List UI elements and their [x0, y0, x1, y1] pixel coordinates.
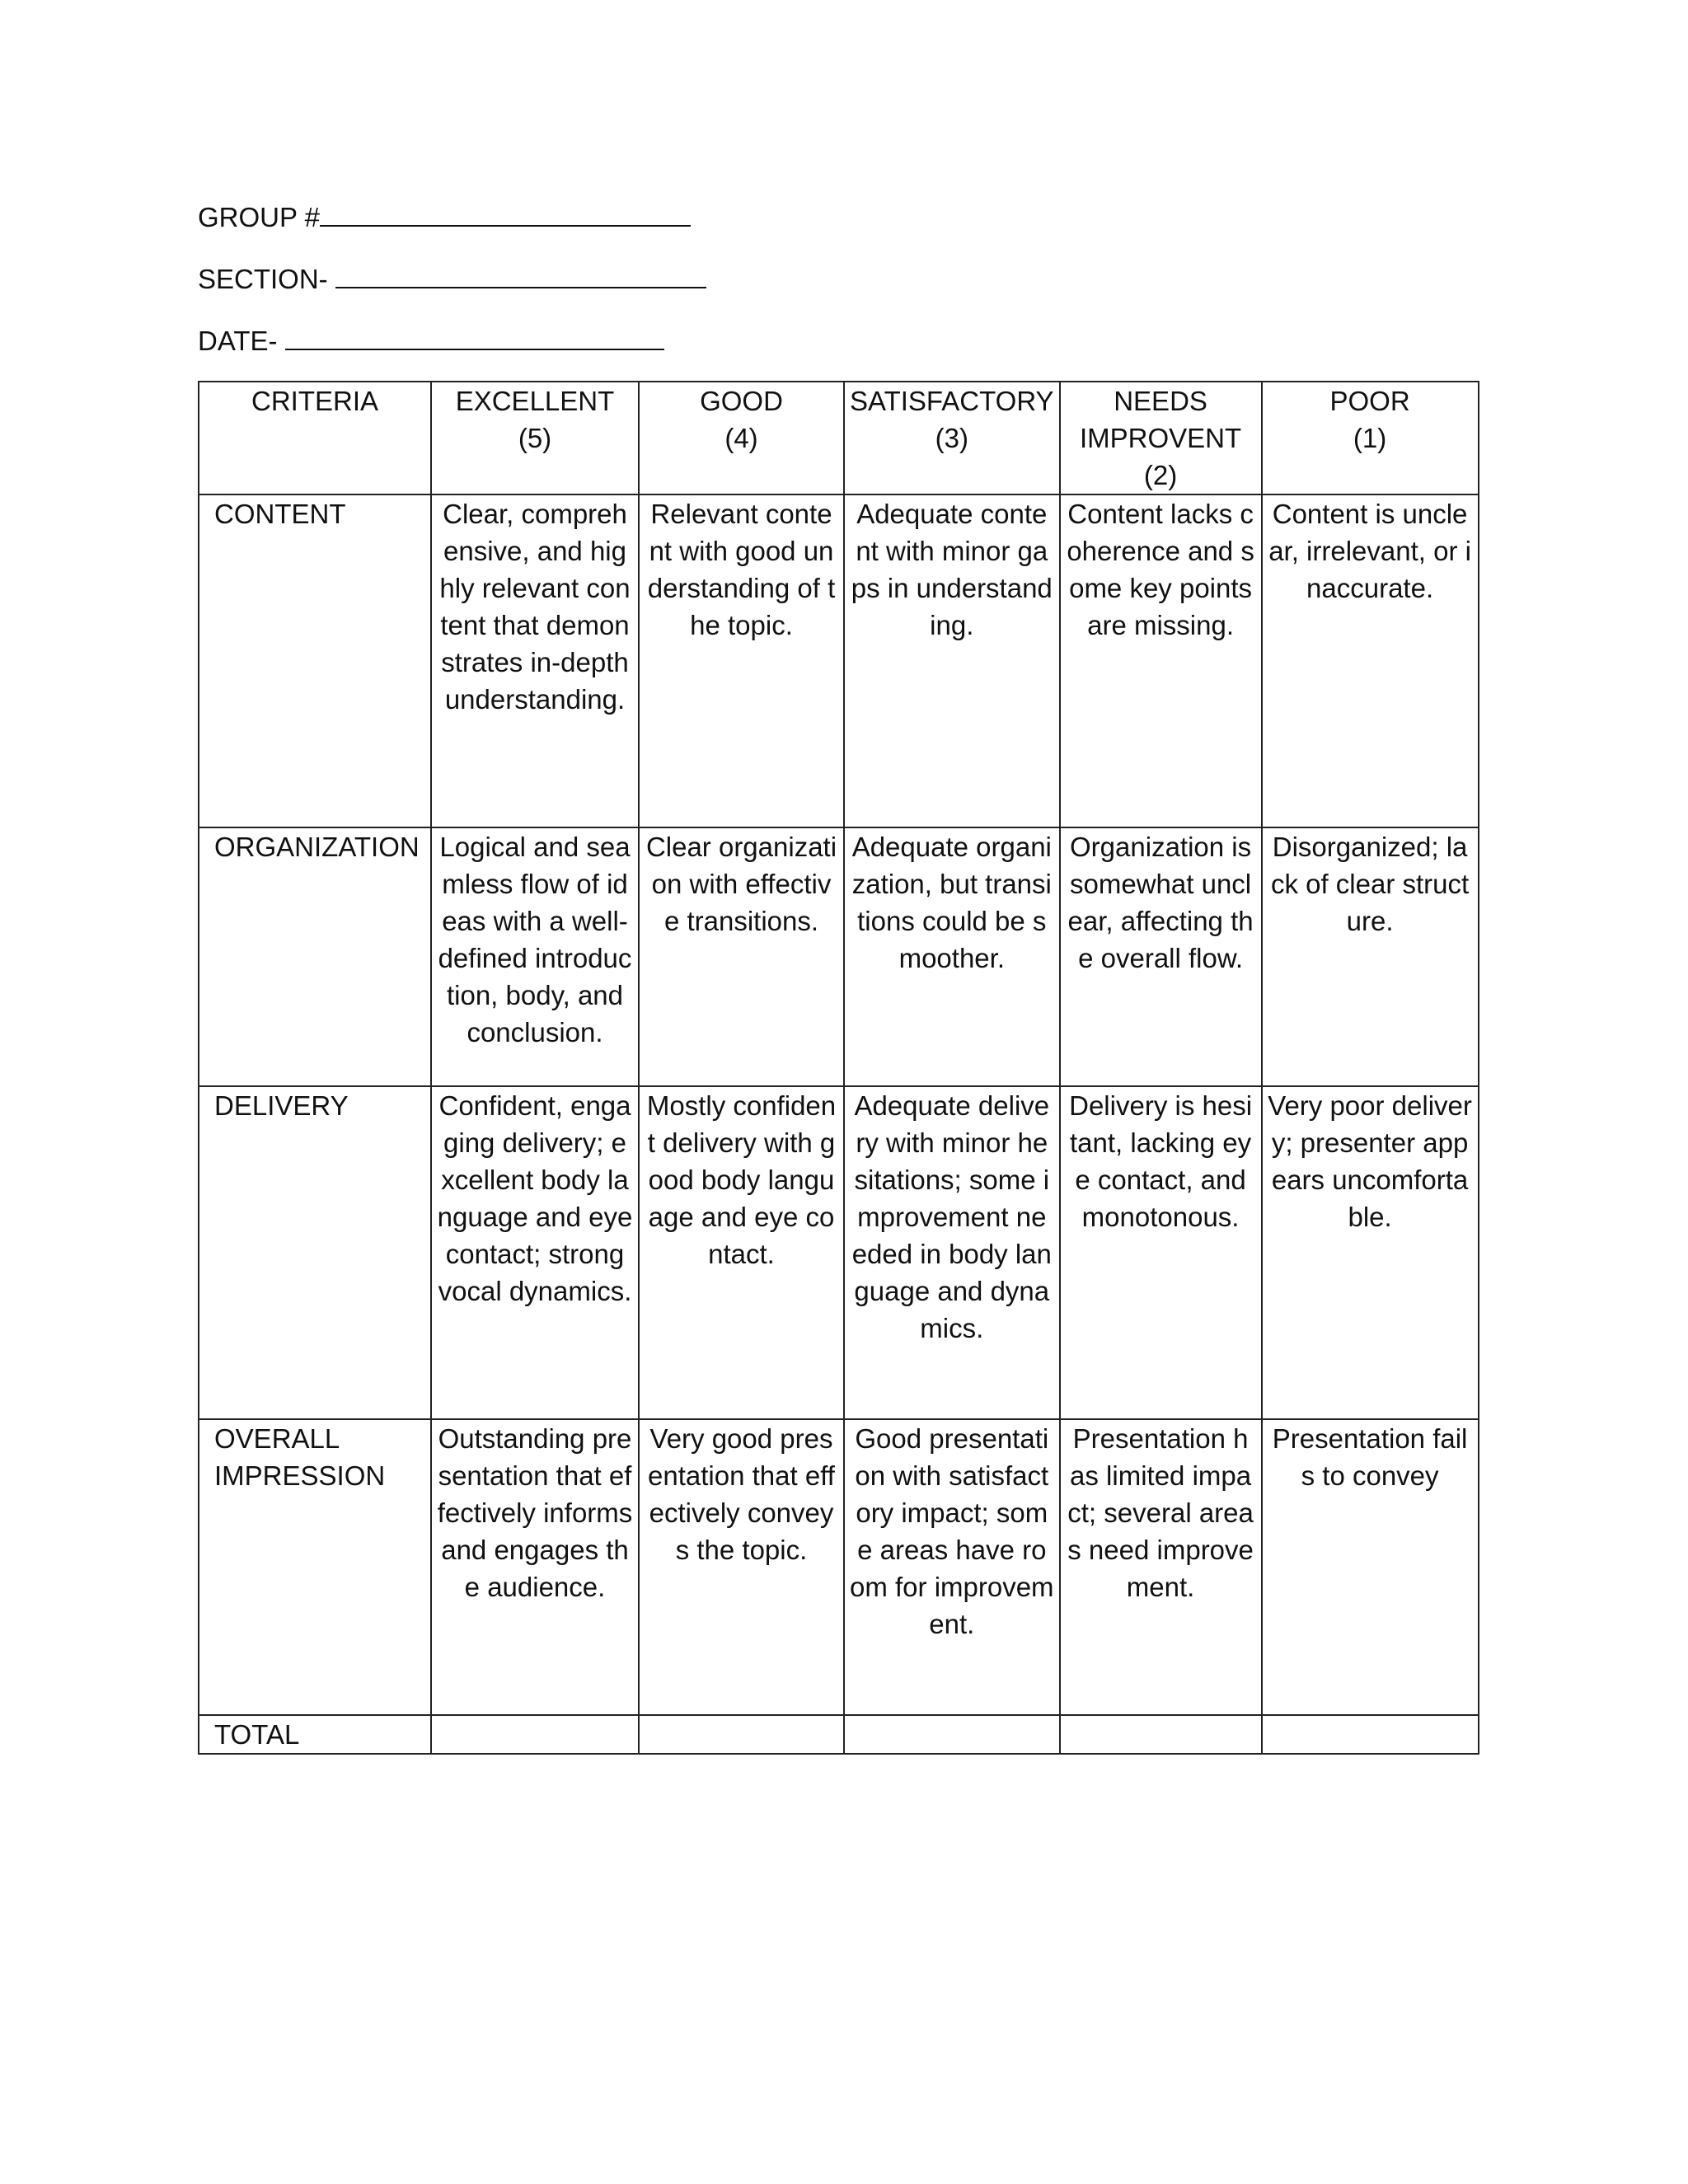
rating-cell-satisfactory: [844, 1086, 1060, 1419]
rating-text: Adequate organization, but transitions could be smoother.: [851, 832, 1052, 973]
rating-text: Content lacks coherence and some key points are missing.: [1067, 499, 1254, 640]
rubric-header-row: [199, 382, 1479, 494]
rating-cell-needs-improvement: [1060, 494, 1262, 827]
column-score: (5): [518, 423, 552, 453]
total-cell-satisfactory[interactable]: [844, 1715, 1060, 1754]
group-number-blank[interactable]: [320, 200, 691, 227]
section-blank[interactable]: [335, 262, 706, 288]
column-score: (4): [724, 423, 758, 453]
rating-cell-good: [639, 827, 844, 1086]
section-field[interactable]: [198, 262, 706, 296]
rubric-row-content: [199, 494, 1479, 827]
total-cell-needs-improvement[interactable]: [1060, 1715, 1262, 1754]
criterion-cell: ORGANIZATION: [199, 827, 431, 1086]
column-label: POOR: [1329, 386, 1410, 416]
rating-text: Presentation fails to convey: [1272, 1423, 1468, 1491]
rating-text: Organization is somewhat unclear, affecting the overall flow.: [1067, 832, 1254, 973]
total-cell-excellent[interactable]: [431, 1715, 639, 1754]
rating-cell-poor: [1262, 827, 1479, 1086]
criterion-cell: OVERALL IMPRESSION: [199, 1419, 431, 1715]
column-label: NEEDS IMPROVENT: [1079, 386, 1242, 453]
column-header-criteria: [199, 382, 431, 494]
date-label: DATE-: [198, 326, 285, 356]
rating-text: Logical and seamless flow of ideas with a well-defined introduction, body, and conclusion.: [438, 832, 632, 1047]
rating-text: Clear organization with effective transitions.: [645, 832, 837, 936]
criterion-cell: TOTAL: [199, 1715, 431, 1754]
rating-cell-needs-improvement: [1060, 1086, 1262, 1419]
column-label: EXCELLENT: [455, 386, 615, 416]
rating-text: Clear, comprehensive, and highly relevant content that demonstrates in-depth understanding.: [439, 499, 631, 715]
column-header-needs-improvement: [1060, 382, 1262, 494]
column-header-excellent: [431, 382, 639, 494]
rating-cell-needs-improvement: [1060, 827, 1262, 1086]
criterion-cell: CONTENT: [199, 494, 431, 827]
total-cell-good[interactable]: [639, 1715, 844, 1754]
rating-cell-poor: [1262, 494, 1479, 827]
column-label: CRITERIA: [251, 386, 378, 416]
rating-text: Adequate delivery with minor hesitations; some improvement needed in body language and dynamics.: [851, 1090, 1052, 1343]
rating-cell-excellent: [431, 1086, 639, 1419]
rating-cell-good: [639, 1419, 844, 1715]
rating-text: Mostly confident delivery with good body language and eye contact.: [646, 1090, 837, 1269]
rating-cell-good: [639, 1086, 844, 1419]
rubric-row-total: [199, 1715, 1479, 1754]
rating-text: Good presentation with satisfactory impact; some areas have room for improvement.: [850, 1423, 1054, 1639]
rating-text: Outstanding presentation that effectively informs and engages the audience.: [437, 1423, 633, 1602]
rating-cell-poor: [1262, 1086, 1479, 1419]
total-cell-poor[interactable]: [1262, 1715, 1479, 1754]
rating-cell-satisfactory: [844, 1419, 1060, 1715]
rating-cell-excellent: [431, 494, 639, 827]
rating-cell-excellent: [431, 1419, 639, 1715]
rubric-row-delivery: [199, 1086, 1479, 1419]
date-field[interactable]: [198, 324, 664, 358]
group-number-field[interactable]: [198, 200, 691, 234]
column-score: (1): [1353, 423, 1387, 453]
rating-cell-needs-improvement: [1060, 1419, 1262, 1715]
rating-text: Very poor delivery; presenter appears uncomfortable.: [1268, 1090, 1472, 1232]
column-header-satisfactory: [844, 382, 1060, 494]
rating-text: Delivery is hesitant, lacking eye contact, and monotonous.: [1069, 1090, 1253, 1232]
column-header-poor: [1262, 382, 1479, 494]
rating-text: Presentation has limited impact; several areas need improvement.: [1067, 1423, 1254, 1602]
rating-text: Adequate content with minor gaps in understanding.: [851, 499, 1053, 640]
rating-cell-poor: [1262, 1419, 1479, 1715]
rating-text: Relevant content with good understanding of the topic.: [647, 499, 836, 640]
date-blank[interactable]: [285, 324, 664, 350]
rubric-table: [198, 381, 1479, 1755]
section-label: SECTION-: [198, 264, 335, 294]
rating-text: Content is unclear, irrelevant, or inaccurate.: [1268, 499, 1471, 603]
column-label: GOOD: [700, 386, 783, 416]
rating-cell-excellent: [431, 827, 639, 1086]
criterion-cell: DELIVERY: [199, 1086, 431, 1419]
group-number-label: GROUP #: [198, 202, 320, 232]
rating-cell-satisfactory: [844, 827, 1060, 1086]
rating-text: Disorganized; lack of clear structure.: [1270, 832, 1470, 936]
rating-text: Confident, engaging delivery; excellent body language and eye contact; strong vocal dynamics.: [437, 1090, 633, 1306]
rating-cell-good: [639, 494, 844, 827]
column-label: SATISFACTORY: [850, 386, 1054, 416]
column-score: (2): [1143, 460, 1178, 490]
rating-cell-satisfactory: [844, 494, 1060, 827]
rubric-row-overall-impression: [199, 1419, 1479, 1715]
column-header-good: [639, 382, 844, 494]
rubric-row-organization: [199, 827, 1479, 1086]
rating-text: Very good presentation that effectively conveys the topic.: [648, 1423, 835, 1565]
column-score: (3): [935, 423, 968, 453]
